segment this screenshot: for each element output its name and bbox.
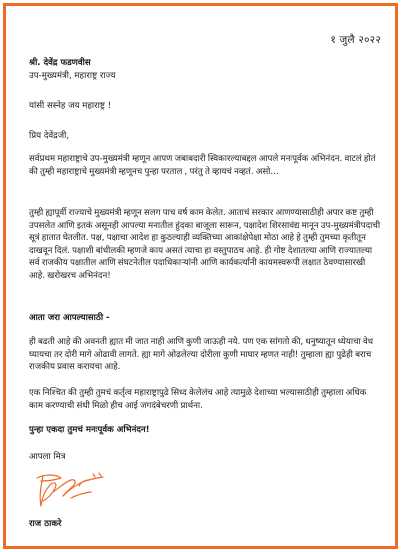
paragraph-promotion: ही बढती आहे की अवनती ह्यात मी जात नाही आणि कुणी जाऊही नये. पण एक सांगतो की, धनुष्यातून ध्येयाचा वेध घ्यायचा तर दोरी मागे ओढावी लागते. ह्या मागे ओढलेल्या दोरीला कुणी माघार म्हणत नाही! तुम्हाला ह्या पुढेही बराच राजकीय प्रवास करायचा आहे.: [29, 337, 374, 373]
paragraph-achievements: तुम्ही ह्यापूर्वी राज्याचे मुख्यमंत्री म्हणून सलग पाच वर्ष काम केलेत. आताचं सरकार आणण्यासाठीही अपार कष्ट तुम्ही उपसलेत आणि इतकं असूनही आपल्या मनातील हुंदका बाजूला सारून, पक्षादेश शिरसावंद्य मानून उप-मुख्यमंत्रीपदाची सूत्रं हातात घेतलीत. पक्ष, पक्षाचा आदेश हा कुठल्याही व्यक्तिच्या आकांक्षेपेक्षा मोठा आहे हे तुम्ही तुमच्या कृतीतून दाखवून दिलं. पक्षाशी बांधीलकी म्हणजे काय असतं त्याचा हा वस्तुपाठच आहे. ही गोष्ट देशातल्या आणि राज्यातल्या सर्व राजकीय पक्षातील आणि संघटनेतील पदाधिकाऱ्यांनी आणि कार्यकर्त्यांनी कायमस्वरूपी लक्षात ठेवण्यासारखी आहे. खरोखरच अभिनंदन!: [29, 208, 381, 281]
closing-wish: पुन्हा एकदा तुमचं मनःपूर्वक अभिनंदन!: [29, 425, 150, 435]
sender-name: राज ठाकरे: [29, 519, 62, 529]
letter-date: १ जुलै २०२२: [330, 34, 381, 46]
closing-phrase: आपला मित्र: [29, 452, 66, 462]
paragraph-prayer: एक निश्चित की तुम्ही तुमचं कर्तृत्व महाराष्ट्रापुढे सिध्द केलेलंच आहे त्यामुळे देशाच्या भल्यासाठीही तुम्हाला अधिक काम करण्याची संधी मिळो हीच आई जगदंबेचरणी प्रार्थना.: [29, 388, 367, 411]
letter-frame: [3, 3, 398, 549]
greeting-line: यांसी सस्नेह जय महाराष्ट्र !: [29, 101, 112, 111]
salutation: प्रिय देवेंद्रजी,: [29, 131, 70, 141]
recipient-title: उप-मुख्यमंत्री, महाराष्ट्र राज्य: [29, 71, 116, 81]
letter-body: [29, 6, 381, 546]
signature-image: [31, 468, 109, 512]
section-subheading: आता जरा आपल्यासाठी -: [29, 313, 110, 323]
paragraph-congratulations: सर्वप्रथम महाराष्ट्राचे उप-मुख्यमंत्री म्हणून आपण जबाबदारी स्विकारल्याबद्दल आपले मनःपूर्वक अभिनंदन. वाटलं होतं की तुम्ही महाराष्ट्राचे मुख्यमंत्री म्हणूनच पुन्हा परताल , परंतु ते व्हायचं नव्हतं. असो...: [29, 154, 376, 177]
recipient-name: श्री. देवेंद्र फडणवीस: [29, 58, 91, 68]
